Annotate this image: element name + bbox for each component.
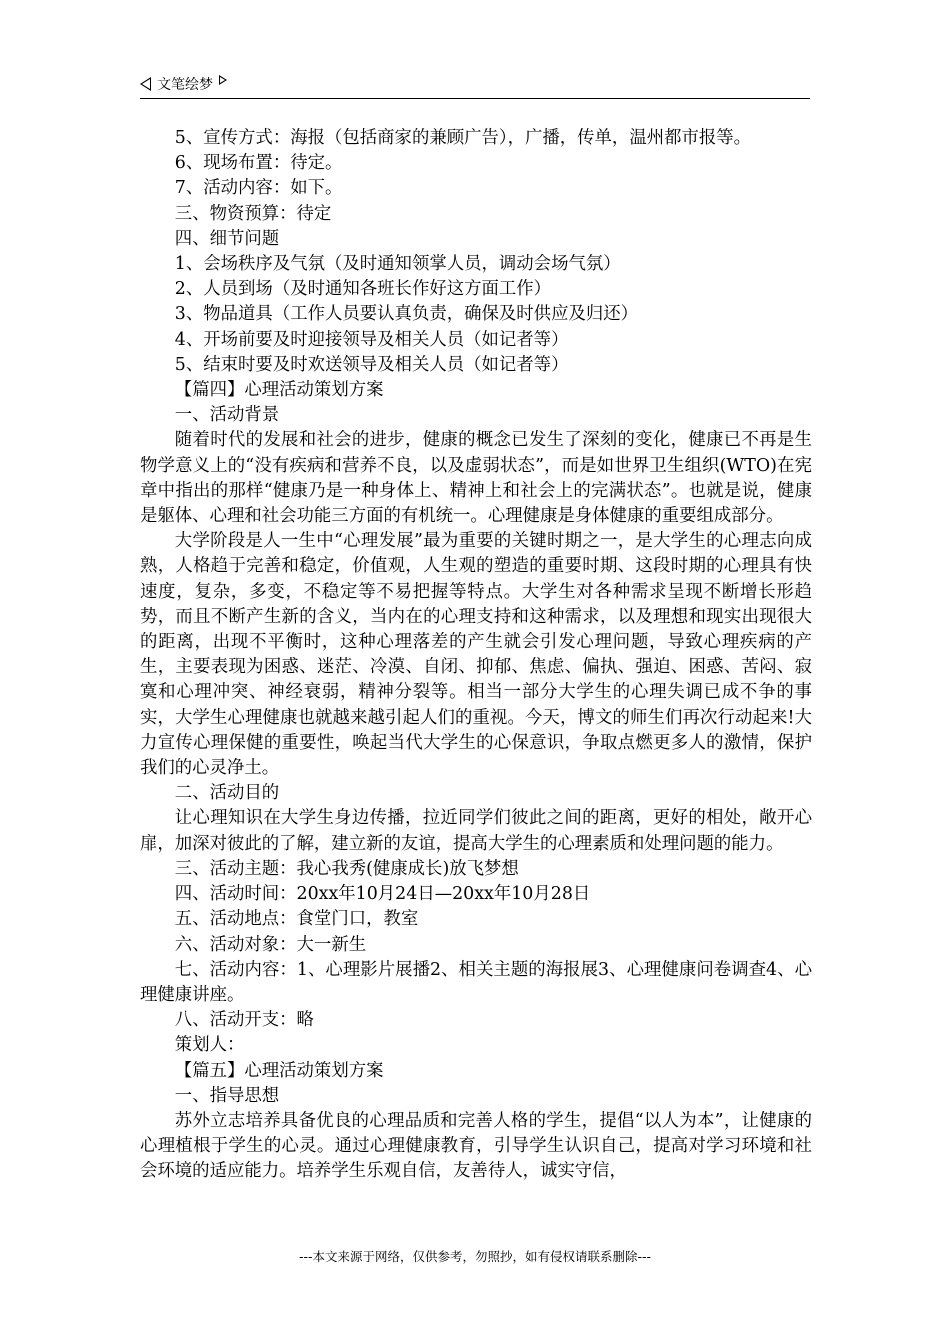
paragraph: 五、活动地点：食堂门口，教室 [174, 909, 419, 930]
paragraph: 大学阶段是人一生中“心理发展”最为重要的关键时期之一，是大学生的心理志向成熟，人格趋于完善和稳定，价值观，人生观的塑造的重要时期、这段时期的心理具有快速度，复杂，多变，不稳定等不易把握等特点。大学生对各种需求呈现不断增长形趋势，而且不断产生新的含义，当内在的心理支持和这种需求，以及理想和现实出现很大的距离，出现不平衡时，这种心理落差的产生就会引发心理问题，导致心理疾病的产生，主要表现为困惑、迷茫、冷漠、自闭、抑郁、焦虑、偏执、强迫、困惑、苦闷、寂寞和心理冲突、神经衰弱，精神分裂等。相当一部分大学生的心理失调已成不争的事实，大学生心理健康也就越来越引起人们的重视。今天，博文的师生们再次行动起来!大力宣传心理保健的重要性，唤起当代大学生的心保意识，争取点燃更多人的激情，保护我们的心灵净土。 [140, 531, 812, 779]
section-heading: 【篇四】心理活动策划方案 [174, 380, 384, 401]
paragraph: 六、活动对象：大一新生 [174, 934, 367, 955]
paragraph: 1、会场秩序及气氛（及时通知领掌人员，调动会场气氛） [174, 254, 621, 275]
paragraph: 二、活动目的 [174, 783, 280, 804]
paragraph: 四、活动时间：20xx年10月24日—20xx年10月28日 [174, 884, 591, 905]
paragraph: 6、现场布置：待定。 [174, 153, 343, 174]
section-heading: 【篇五】心理活动策划方案 [174, 1060, 384, 1081]
document-body [140, 126, 812, 1185]
paragraph: 三、活动主题：我心我秀(健康成长)放飞梦想 [174, 858, 519, 879]
paragraph: 2、人员到场（及时通知各班长作好这方面工作） [174, 279, 552, 300]
triangle-right-icon [219, 75, 227, 85]
footer-notice: ---本文来源于网络，仅供参考，勿照抄，如有侵权请联系删除--- [298, 1249, 652, 1264]
paragraph: 5、结束时要及时欢送领导及相关人员（如记者等） [174, 354, 569, 375]
paragraph: 4、开场前要及时迎接领导及相关人员（如记者等） [174, 329, 569, 350]
paragraph: 三、物资预算：待定 [174, 203, 332, 224]
paragraph: 一、指导思想 [174, 1085, 280, 1106]
paragraph: 策划人： [174, 1035, 245, 1056]
paragraph: 随着时代的发展和社会的进步，健康的概念已发生了深刻的变化，健康已不再是生物学意义上的“没有疾病和营养不良，以及虚弱状态”，而是如世界卫生组织(WTO)在宪章中指出的那样“健康乃是一种身体上、精神上和社会上的完满状态”。也就是说，健康是躯体、心理和社会功能三方面的有机统一。心理健康是身体健康的重要组成部分。 [140, 430, 812, 527]
paragraph: 苏外立志培养具备优良的心理品质和完善人格的学生，提倡“以人为本”，让健康的心理植根于学生的心灵。通过心理健康教育，引导学生认识自己，提高对学习环境和社会环境的适应能力。培养学生乐观自信，友善待人，诚实守信， [140, 1110, 812, 1182]
page-header [140, 72, 810, 99]
triangle-left-icon [140, 77, 151, 91]
paragraph: 七、活动内容：1、心理影片展播2、相关主题的海报展3、心理健康问卷调查4、心理健康讲座。 [140, 959, 812, 1005]
brand-text: 文笔绘梦 [157, 77, 213, 93]
header-brand [140, 74, 227, 94]
paragraph: 让心理知识在大学生身边传播，拉近同学们彼此之间的距离，更好的相处，敞开心扉，加深对彼此的了解，建立新的友谊，提高大学生的心理素质和处理问题的能力。 [140, 808, 812, 854]
paragraph: 5、宣传方式：海报（包括商家的兼顾广告），广播，传单，温州都市报等。 [174, 128, 752, 148]
paragraph: 3、物品道具（工作人员要认真负责，确保及时供应及归还） [174, 304, 639, 325]
paragraph: 一、活动背景 [174, 405, 280, 426]
paragraph: 7、活动内容：如下。 [174, 178, 343, 199]
paragraph: 四、细节问题 [174, 228, 280, 249]
paragraph: 八、活动开支：略 [174, 1010, 314, 1031]
